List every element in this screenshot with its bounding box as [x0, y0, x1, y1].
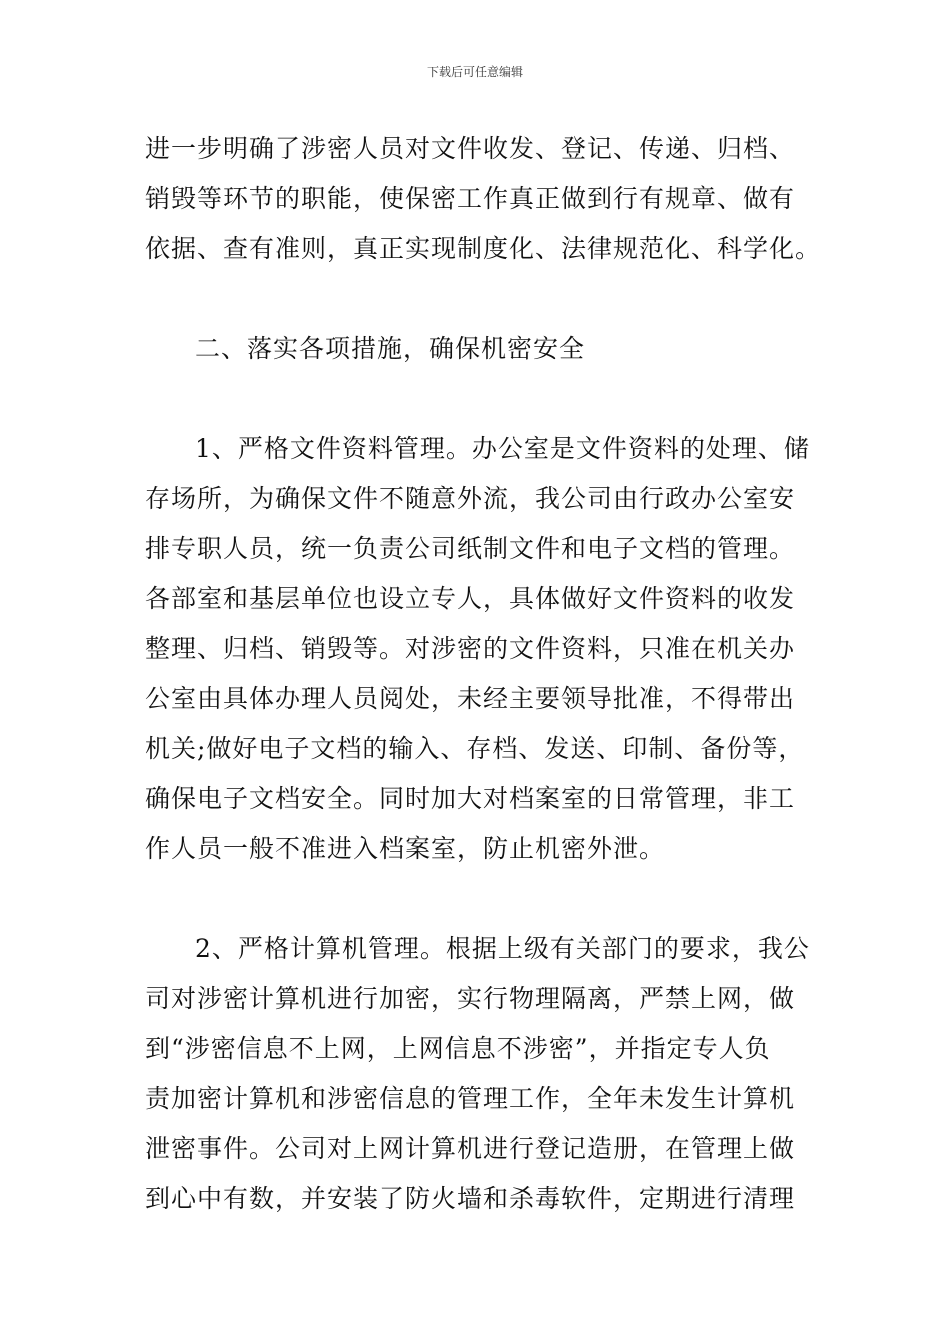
text-line: 到“涉密信息不上网，上网信息不涉密”，并指定专人负 [145, 1034, 771, 1063]
text-line: 依据、查有准则，真正实现制度化、法律规范化、科学化。 [145, 234, 822, 263]
text-line: 泄密事件。公司对上网计算机进行登记造册，在管理上做 [145, 1134, 796, 1163]
document-body [145, 124, 822, 1224]
text-line: 进一步明确了涉密人员对文件收发、登记、传递、归档、 [145, 134, 796, 163]
text-line: 2、严格计算机管理。根据上级有关部门的要求，我公 [195, 934, 810, 963]
paragraph-gap [145, 274, 810, 324]
text-line: 整理、归档、销毁等。对涉密的文件资料，只准在机关办 [145, 634, 796, 663]
section-heading-text: 二、落实各项措施，确保机密安全 [195, 334, 586, 363]
text-line: 司对涉密计算机进行加密，实行物理隔离，严禁上网，做 [145, 984, 796, 1013]
paragraph-continuation [145, 124, 822, 274]
paragraph-gap [145, 374, 810, 424]
text-line: 作人员一般不准进入档案室，防止机密外泄。 [145, 834, 666, 863]
page-header: 下载后可任意编辑 [426, 65, 523, 79]
paragraph-gap [145, 874, 810, 924]
text-line: 机关;做好电子文档的输入、存档、发送、印制、备份等， [145, 734, 805, 763]
text-line: 公室由具体办理人员阅处，未经主要领导批准，不得带出 [145, 684, 796, 713]
text-line: 1、严格文件资料管理。办公室是文件资料的处理、储 [195, 434, 810, 463]
text-line: 到心中有数，并安装了防火墙和杀毒软件，定期进行清理 [145, 1184, 796, 1213]
text-line: 存场所，为确保文件不随意外流，我公司由行政办公室安 [145, 484, 796, 513]
section-heading [145, 324, 810, 374]
text-line: 销毁等环节的职能，使保密工作真正做到行有规章、做有 [145, 184, 796, 213]
paragraph-computer-management [145, 924, 810, 1224]
text-line: 责加密计算机和涉密信息的管理工作，全年未发生计算机 [145, 1084, 796, 1113]
text-line: 排专职人员，统一负责公司纸制文件和电子文档的管理。 [145, 534, 796, 563]
paragraph-file-management [145, 424, 810, 874]
text-line: 各部室和基层单位也设立专人，具体做好文件资料的收发 [145, 584, 796, 613]
text-line: 确保电子文档安全。同时加大对档案室的日常管理，非工 [145, 784, 796, 813]
